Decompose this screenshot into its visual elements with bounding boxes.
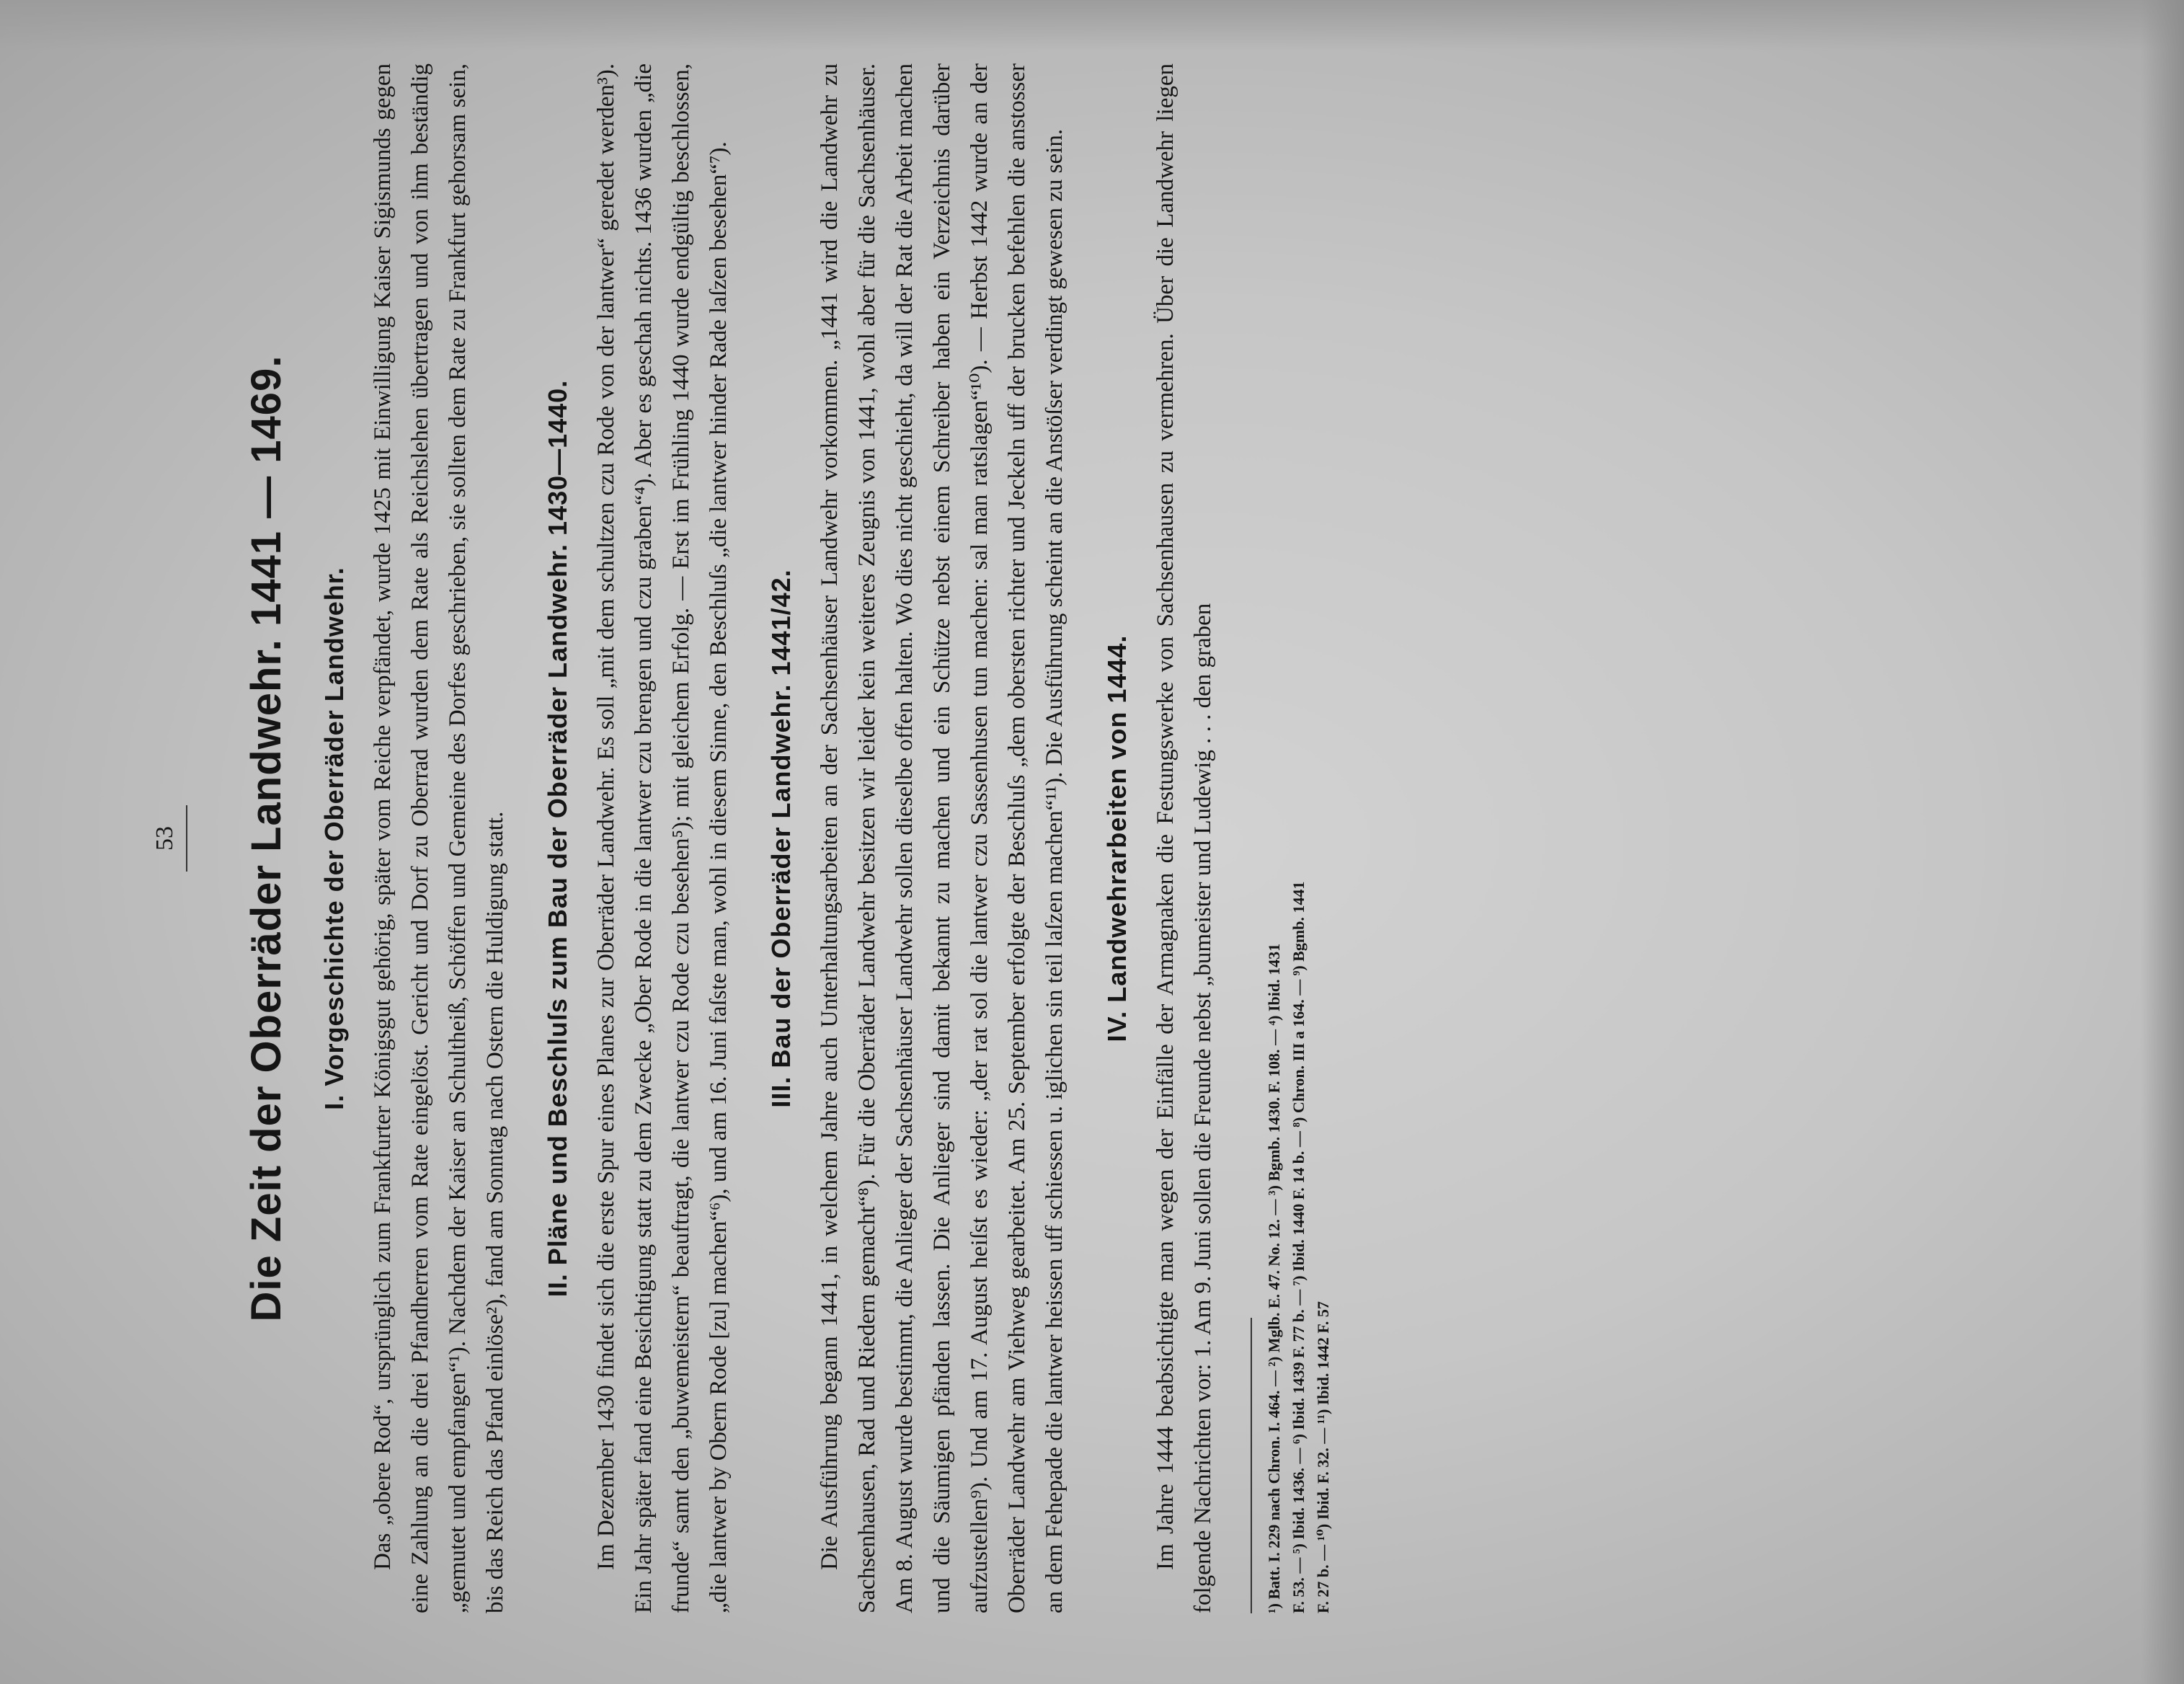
section-text-1: Das „obere Rod“, ursprünglich zum Frankfurter Königsgut gehörig, später vom Reiche verpfändet, wurde 1425 mit Einwilligung Kaiser Sigismunds gegen eine Zahlung an die drei Pfandherren vom Rate eingelöst. Gericht und Dorf zu Oberrad wurden dem Rate als Reichslehen übertragen und von ihm beständig „gemutet und empfangen“¹). Nachdem der Kaiser an Schultheiß, Schöffen und Gemeine des Dorfes geschrieben, sie sollten dem Rate zu Frankfurt gehorsam sein, bis das Reich das Pfand einlöse²), fand am Sonntag nach Ostern die Huldigung statt. xyxy=(370,63,508,1613)
section-heading-4: IV. Landwehrarbeiten von 1444. xyxy=(1102,634,1132,1042)
rotated-book-page xyxy=(151,63,2184,1613)
section-heading-3: III. Bau der Oberräder Landwehr. 1441/42. xyxy=(766,569,796,1108)
footnote-line-2: F. 53. — ⁵) Ibid. 1436. — ⁶) Ibid. 1439 F. 77 b. — ⁷) Ibid. 1440 F. 14 b. — ⁸) Chron. III a 164. — ⁹) Bgmb. 1441 xyxy=(1289,881,1308,1613)
footnote-rule xyxy=(1251,1318,1252,1613)
section-text-4: Im Jahre 1444 beabsichtigte man wegen der Einfälle der Armagnaken die Festungswerke von Sachsenhausen zu vermehren. Über die Landwehr liegen folgende Nachrichten vor: 1. Am 9. Juni sollen die Freunde nebst „bumeister und Ludewig . . . den graben xyxy=(1153,63,1216,1613)
chapter-title: Die Zeit der Oberräder Landwehr. 1441 — 1469. xyxy=(243,355,290,1322)
section-heading-1: I. Vorgeschichte der Oberräder Landwehr. xyxy=(319,567,349,1110)
footnotes xyxy=(1251,63,1336,1613)
scan-shadow-top xyxy=(0,0,2184,50)
footnote-line-1: ¹) Batt. I. 229 nach Chron. I. 464. — ²) Mglb. E. 47. No. 12. — ³) Bgmb. 1430. F. 108. — ⁴) Ibid. 1431 xyxy=(1265,943,1283,1613)
page-number: 53 xyxy=(151,826,178,851)
section-text-2: Im Dezember 1430 findet sich die erste Spur eines Planes zur Oberräder Landwehr. Es soll „mit dem schultzen czu Rode von der lantwer“ geredet werden³). Ein Jahr später fand eine Besichtigung statt zu dem Zwecke „Ober Rode in die lantwer czu brengen und czu graben“⁴). Aber es geschah nichts. 1436 wurden „die frunde“ samt den „buwemeistern“ beauftragt, die lantwer czu Rode czu besehen⁵); mit gleichem Erfolg. — Erst im Frühling 1440 wurde endgültig beschlossen, „die lantwer by Obern Rode [zu] machen“⁶), und am 16. Juni faſste man, wohl in diesem Sinne, den Beschluſs „die lantwer hinder Rade laſzen besehen“⁷). xyxy=(593,63,732,1613)
section-text-3: Die Ausführung begann 1441, in welchem Jahre auch Unterhaltungsarbeiten an der Sachsenhäuser Landwehr vorkommen. „1441 wird die Landwehr zu Sachsenhausen, Rad und Riedern gemacht“⁸). Für die Oberräder Landwehr besitzen wir leider kein weiteres Zeugnis von 1441, wohl aber für die Sachsenhäuser. Am 8. August wurde bestimmt, die Anlieger der Sachsenhäuser Landwehr sollen dieselbe offen halten. Wo dies nicht geschieht, da will der Rat die Arbeit machen und die Säumigen pfänden lassen. Die Anlieger sind damit bekannt zu machen und ein Schütze nebst einem Schreiber haben ein Verzeichnis darüber aufzustellen⁹). Und am 17. August heiſst es wieder: „der rat sol die lantwer czu Sassenhusen tun machen: sal man ratslagen“¹⁰). — Herbst 1442 wurde an der Oberräder Landwehr am Viehweg gearbeitet. Am 25. September erfolgte der Beschluſs „dem obersten richter und Jeckeln uff der brucken befehlen die anstosser an dem Fehepade die lantwer heissen uff schiessen u. iglichen sin teil laſzen machen“¹¹). Die Ausführung scheint an die Anstöſser verdingt gewesen zu sein. xyxy=(817,63,1067,1613)
section-heading-2: II. Pläne und Beschluſs zum Bau der Oberräder Landwehr. 1430—1440. xyxy=(543,379,572,1298)
footnote-line-3: F. 27 b. — ¹⁰) Ibid. F. 32. — ¹¹) Ibid. 1442 F. 57 xyxy=(1314,1301,1332,1613)
page-number-rule xyxy=(186,805,187,872)
